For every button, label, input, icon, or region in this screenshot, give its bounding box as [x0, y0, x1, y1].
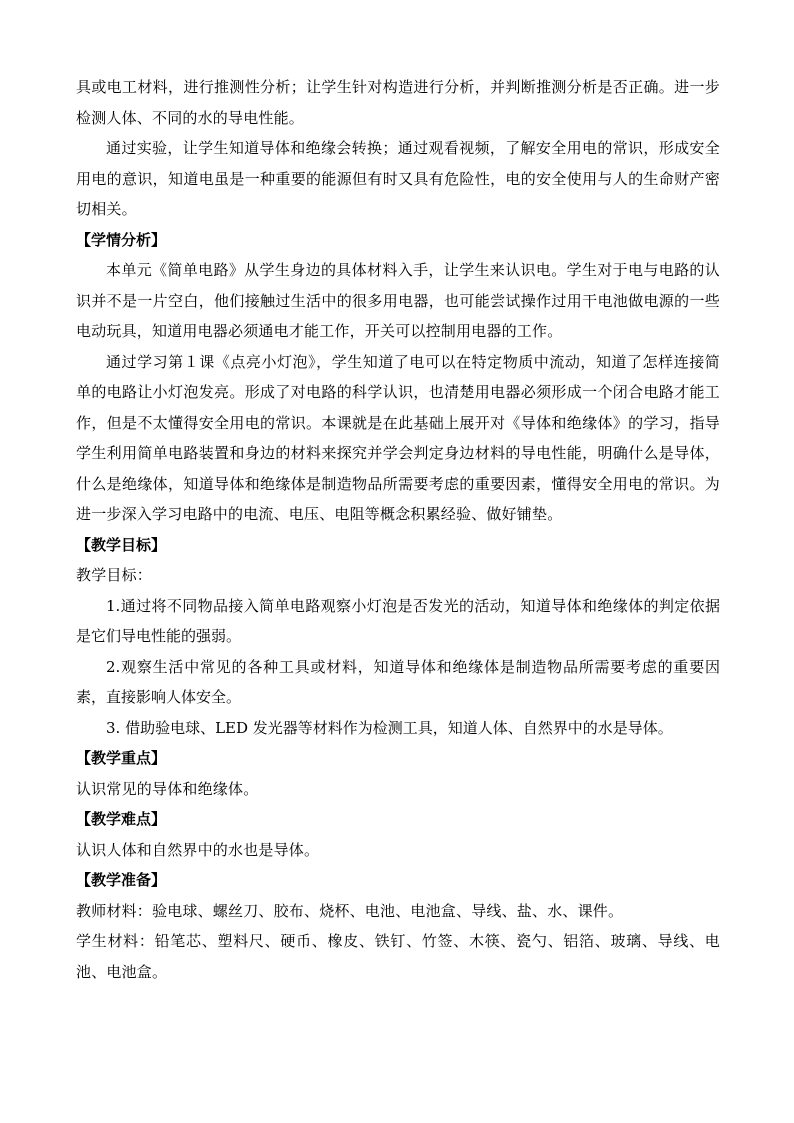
intro-paragraph-2: 通过实验，让学生知道导体和绝缘会转换；通过观看视频，了解安全用电的常识，形成安全用电的意识，知道电虽是一种重要的能源但有时又具有危险性，电的安全使用与人的生命财产密切相关。: [76, 139, 720, 218]
mubiao-item-3: 3. 借助验电球、LED 发光器等材料作为检测工具，知道人体、自然界中的水是导体。: [106, 718, 673, 737]
zhunbei-teacher-materials: 教师材料：验电球、螺丝刀、胶布、烧杯、电池、电池盒、导线、盐、水、课件。: [76, 901, 624, 920]
section-heading-nandian: 【教学难点】: [76, 810, 167, 828]
zhongdian-text: 认识常见的导体和绝缘体。: [76, 779, 259, 798]
mubiao-lead: 教学目标：: [76, 566, 153, 584]
intro-paragraph-1: 具或电工材料，进行推测性分析；让学生针对构造进行分析，并判断推测分析是否正确。进一步检测人体、不同的水的导电性能。: [76, 78, 720, 127]
section-heading-mubiao: 【教学目标】: [76, 535, 167, 554]
section-heading-zhunbei: 【教学准备】: [76, 871, 167, 889]
xueqing-paragraph-2: 通过学习第１课《点亮小灯泡》，学生知道了电可以在特定物质中流动，知道了怎样连接简单的电路让小灯泡发亮。形成了对电路的科学认识，也清楚用电器必须形成一个闭合电路才能工作，但是不太懂得安全用电的常识。本课就是在此基础上展开对《导体和绝缘体》的学习，指导学生利用简单电路装置和身边的材料来探究并学会判定身边材料的导电性能，明确什么是导体，什么是绝缘体，知道导体和绝缘体是制造物品所需要考虑的重要因素，懂得安全用电的常识。为进一步深入学习电路中的电流、电压、电阻等概念积累经验、做好铺垫。: [76, 352, 720, 523]
section-heading-xueqing: 【学情分析】: [76, 230, 167, 249]
document-page: [76, 72, 720, 987]
mubiao-item-2: 2.观察生活中常见的各种工具或材料，知道导体和绝缘体是制造物品所需要考虑的重要因素，直接影响人体安全。: [76, 657, 720, 706]
nandian-text: 认识人体和自然界中的水也是导体。: [76, 840, 320, 859]
zhunbei-student-materials: 学生材料：铅笔芯、塑料尺、硬币、橡皮、铁钉、竹签、木筷、瓷勺、铝箔、玻璃、导线、电池、电池盒。: [76, 932, 720, 981]
section-heading-zhongdian: 【教学重点】: [76, 749, 167, 767]
mubiao-item-1: 1.通过将不同物品接入简单电路观察小灯泡是否发光的活动，知道导体和绝缘体的判定依据是它们导电性能的强弱。: [76, 596, 720, 645]
xueqing-paragraph-1: 本单元《简单电路》从学生身边的具体材料入手，让学生来认识电。学生对于电与电路的认识并不是一片空白，他们接触过生活中的很多用电器，也可能尝试操作过用干电池做电源的一些电动玩具，知道用电器必须通电才能工作，开关可以控制用电器的工作。: [76, 261, 720, 340]
